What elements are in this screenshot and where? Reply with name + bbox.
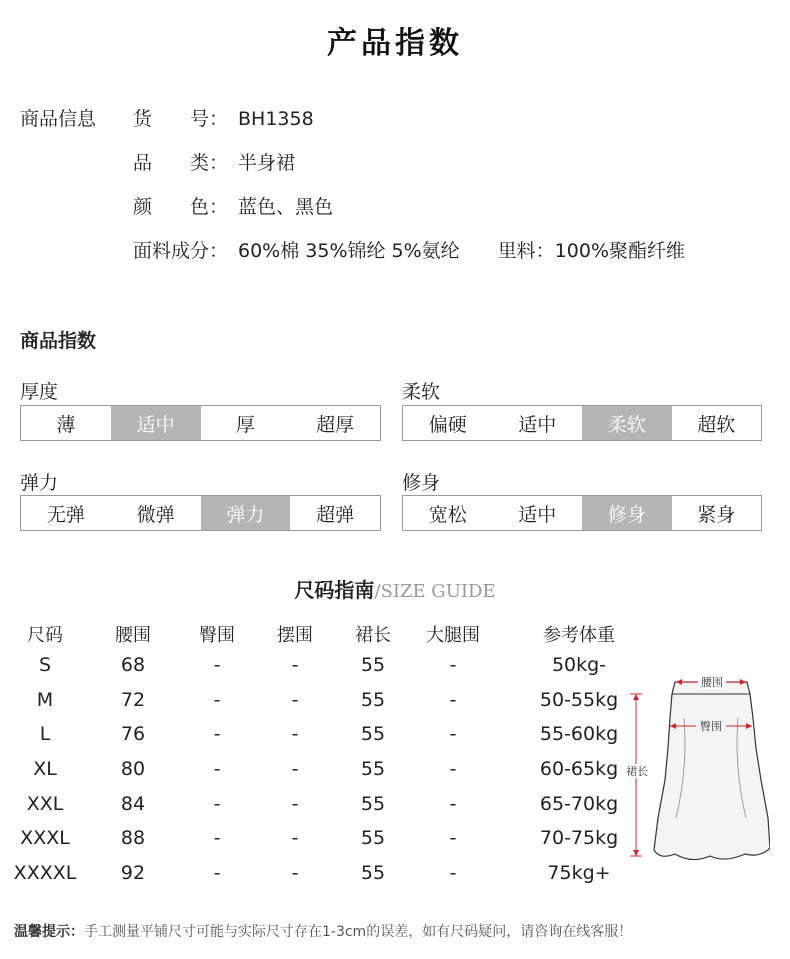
table-cell: S xyxy=(38,654,52,677)
size-table xyxy=(5,620,661,890)
scale-option: 无弹 xyxy=(46,503,85,526)
info-key: 品 类： xyxy=(133,152,229,174)
skirt-outline xyxy=(654,682,770,860)
scale-option: 微弹 xyxy=(136,503,175,526)
info-key: 货 号： xyxy=(133,108,229,130)
scale-elasticity xyxy=(20,495,381,531)
product-info-label: 商品信息 xyxy=(20,108,97,130)
scale-option: 宽松 xyxy=(428,503,467,526)
table-cell: 68 xyxy=(120,654,146,677)
header-cell: 腰围 xyxy=(115,625,151,646)
scale-option: 弹力 xyxy=(201,496,291,530)
scale-title-softness: 柔软 xyxy=(402,381,441,403)
table-cell: 55 xyxy=(360,758,386,781)
table-cell: 76 xyxy=(120,723,146,746)
table-row xyxy=(5,821,661,856)
tip-text: 手工测量平铺尺寸可能与实际尺寸存在1-3cm的误差，如有尺码疑问，请咨询在线客服！ xyxy=(84,924,633,940)
scale-title-elasticity: 弹力 xyxy=(20,472,59,494)
scale-option: 超厚 xyxy=(316,413,355,436)
tip-label: 温馨提示： xyxy=(14,924,84,940)
info-row-fabric xyxy=(133,236,685,263)
table-cell: 50-55kg xyxy=(539,688,619,711)
waist-label: 腰围 xyxy=(701,676,723,689)
table-cell: 55 xyxy=(360,827,386,850)
table-cell: XXXXL xyxy=(13,861,77,884)
scale-option: 适中 xyxy=(518,503,557,526)
size-table-header xyxy=(5,620,661,648)
table-cell: - xyxy=(213,758,221,781)
table-cell: - xyxy=(213,861,221,884)
table-cell: 55 xyxy=(360,654,386,677)
table-cell: 55 xyxy=(360,861,386,884)
scale-option: 薄 xyxy=(56,413,76,436)
table-cell: 92 xyxy=(120,861,146,884)
scale-option: 超弹 xyxy=(316,503,355,526)
info-key: 颜 色： xyxy=(133,196,229,218)
table-cell: - xyxy=(291,758,299,781)
table-cell: 70-75kg xyxy=(539,827,619,850)
scale-option: 修身 xyxy=(582,496,672,530)
table-cell: XXXL xyxy=(20,827,70,850)
info-value: 60%棉 35%锦纶 5%氨纶 里料：100%聚酯纤维 xyxy=(238,240,686,262)
table-cell: - xyxy=(291,654,299,677)
table-cell: - xyxy=(449,723,457,746)
scale-softness xyxy=(402,405,762,441)
header-cell: 大腿围 xyxy=(426,625,480,646)
header-cell: 臀围 xyxy=(199,625,235,646)
table-cell: 60-65kg xyxy=(539,758,619,781)
length-label: 裙长 xyxy=(626,765,648,778)
table-cell: - xyxy=(449,688,457,711)
table-cell: 75kg+ xyxy=(547,861,611,884)
table-cell: - xyxy=(449,654,457,677)
table-cell: 55 xyxy=(360,723,386,746)
scale-option: 紧身 xyxy=(697,503,736,526)
info-row-color xyxy=(133,192,333,219)
table-row xyxy=(5,717,661,752)
size-guide-title xyxy=(0,574,790,603)
table-cell: 55 xyxy=(360,792,386,815)
tip-note xyxy=(14,921,632,941)
table-cell: - xyxy=(449,792,457,815)
table-row xyxy=(5,648,661,683)
arrow-head xyxy=(633,850,639,856)
table-cell: - xyxy=(291,792,299,815)
arrow-head xyxy=(633,694,639,700)
table-cell: - xyxy=(291,723,299,746)
header-cell: 尺码 xyxy=(27,625,63,646)
scale-option: 厚 xyxy=(235,413,255,436)
table-cell: - xyxy=(213,792,221,815)
table-cell: XL xyxy=(33,758,57,781)
table-cell: - xyxy=(213,827,221,850)
skirt-diagram xyxy=(620,668,770,868)
table-row xyxy=(5,786,661,821)
info-value: 蓝色、黑色 xyxy=(238,196,334,218)
info-key: 面料成分： xyxy=(133,240,229,262)
table-cell: XXL xyxy=(26,792,64,815)
size-guide-title-cn: 尺码指南 xyxy=(294,578,375,602)
scale-title-thickness: 厚度 xyxy=(20,381,59,403)
table-row xyxy=(5,752,661,787)
info-row-item-no xyxy=(133,104,314,131)
table-cell: 84 xyxy=(120,792,146,815)
table-cell: 65-70kg xyxy=(539,792,619,815)
table-cell: - xyxy=(213,688,221,711)
table-cell: 80 xyxy=(120,758,146,781)
scale-option: 适中 xyxy=(518,413,557,436)
table-cell: - xyxy=(449,861,457,884)
table-cell: - xyxy=(291,861,299,884)
scale-option: 超软 xyxy=(697,413,736,436)
scale-option: 适中 xyxy=(111,406,201,440)
header-cell: 摆围 xyxy=(277,625,313,646)
table-cell: L xyxy=(39,723,51,746)
table-cell: 55-60kg xyxy=(539,723,619,746)
hip-label: 臀围 xyxy=(700,720,722,733)
table-cell: 88 xyxy=(120,827,146,850)
table-cell: - xyxy=(213,723,221,746)
table-row xyxy=(5,683,661,718)
info-row-category xyxy=(133,148,295,175)
scale-fit xyxy=(402,495,762,531)
index-section-title: 商品指数 xyxy=(20,330,97,352)
table-cell: - xyxy=(291,827,299,850)
table-cell: - xyxy=(213,654,221,677)
table-cell: - xyxy=(449,758,457,781)
table-cell: 72 xyxy=(120,688,146,711)
info-value: BH1358 xyxy=(238,108,314,130)
header-cell: 裙长 xyxy=(355,625,391,646)
table-cell: M xyxy=(36,688,54,711)
page-title: 产品指数 xyxy=(327,26,463,61)
info-value: 半身裙 xyxy=(238,152,296,174)
table-cell: - xyxy=(449,827,457,850)
header-cell: 参考体重 xyxy=(543,625,615,646)
scale-thickness xyxy=(20,405,381,441)
table-cell: 50kg- xyxy=(551,654,607,677)
size-guide-title-en: /SIZE GUIDE xyxy=(374,581,496,602)
scale-option: 偏硬 xyxy=(428,413,467,436)
scale-option: 柔软 xyxy=(582,406,672,440)
table-cell: 55 xyxy=(360,688,386,711)
scale-title-fit: 修身 xyxy=(402,472,441,494)
table-row xyxy=(5,856,661,891)
table-cell: - xyxy=(291,688,299,711)
